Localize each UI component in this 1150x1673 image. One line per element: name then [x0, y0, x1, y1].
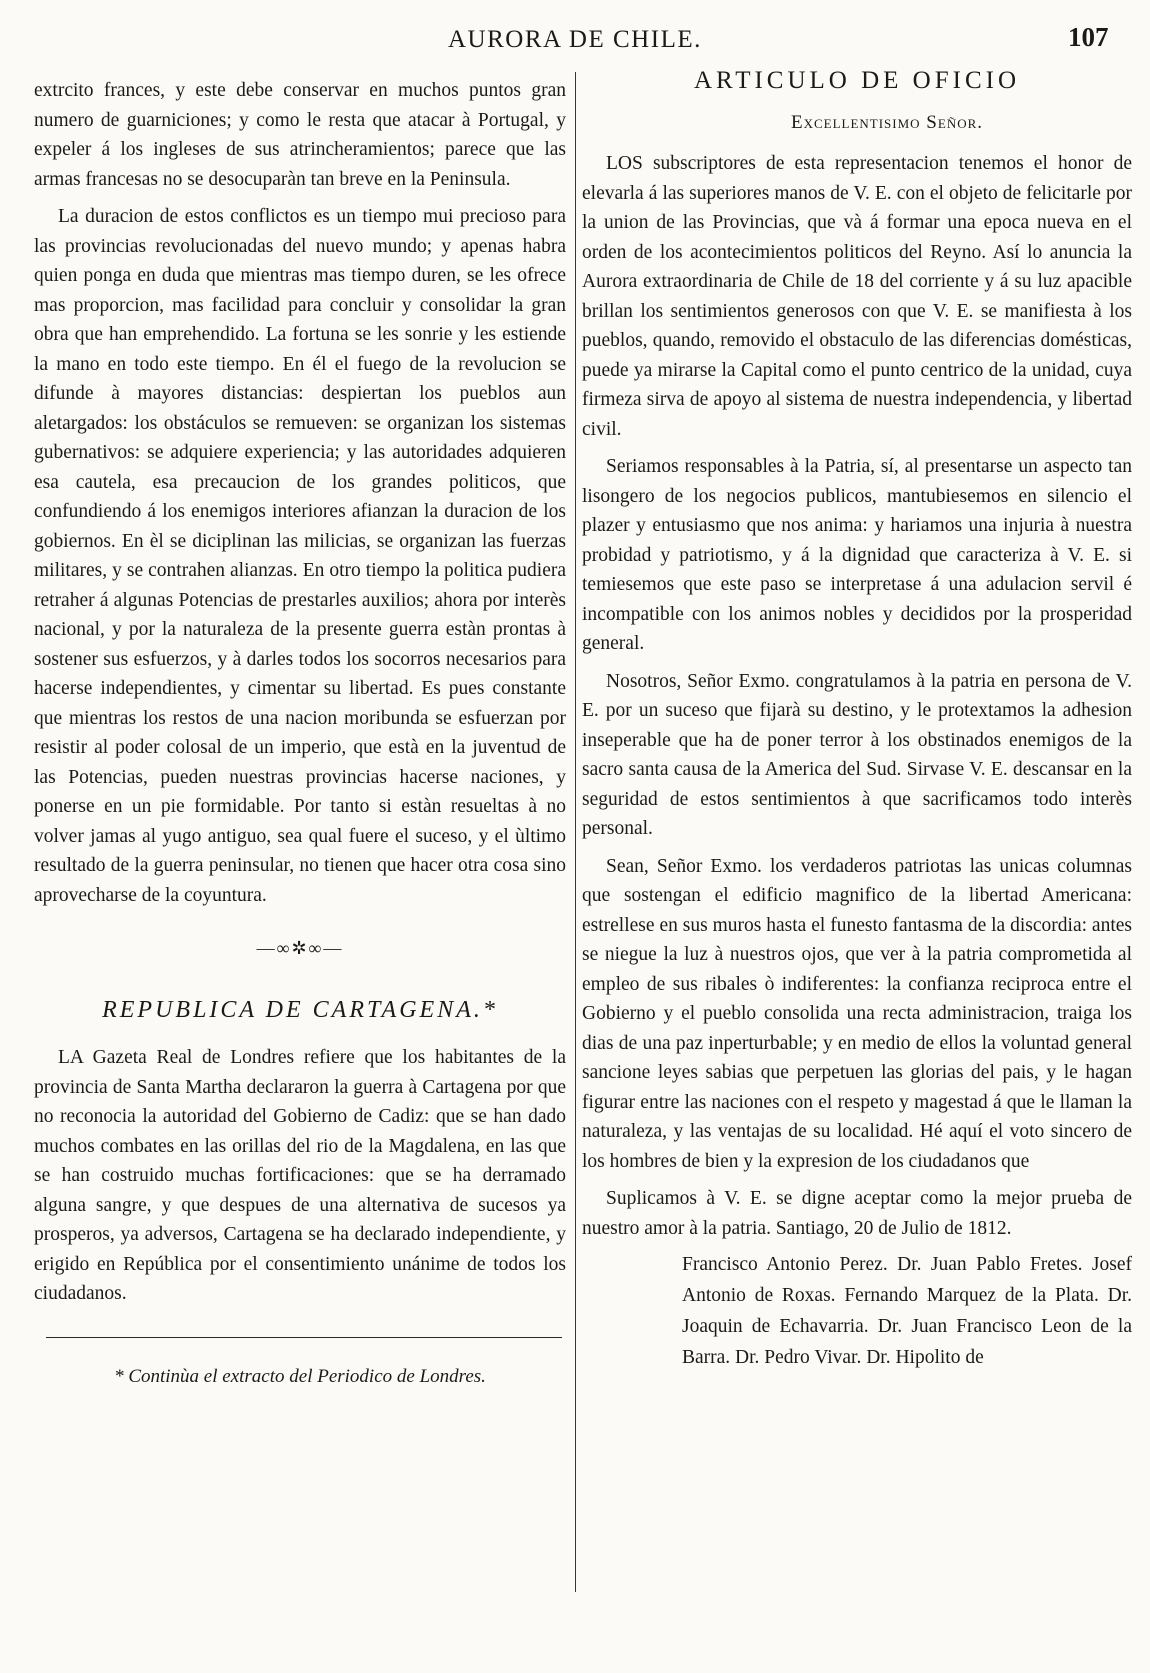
footnote-rule	[46, 1337, 562, 1338]
body-paragraph-4: Sean, Señor Exmo. los verdaderos patriotas las unicas columnas que sostengan el edificio magnifico de la libertad Americana: estrellese en sus muros hasta el funesto fantasma de la discordia: antes se niegue la luz à nuestros ojos, que ver à la patria comprometida al empleo de sus ribales ò indiferentes: la confianza reciproca entre el Gobierno y el pueblo consolida una recta administracion, traiga los dias de una paz inperturbable; y en medio de ellos la voluntad general sancione leyes sabias que perpetuen las glorias del pais, y le hagan figurar entre las naciones con el respeto y magestad á que le llaman la naturaleza, y las ventajas de su localidad. Hé aquí el voto sincero de los hombres de bien y la expresion de los ciudadanos que	[582, 855, 1132, 1172]
ornament-divider: —∞✲∞—	[256, 938, 344, 958]
newspaper-title: AURORA DE CHILE.	[448, 26, 702, 53]
cartagena-paragraph: LA Gazeta Real de Londres refiere que los habitantes de la provincia de Santa Martha declararon la guerra à Cartagena por que no reconocia la autoridad del Gobierno de Cadiz: que se han dado muchos combates en las orillas del rio de la Magdalena, en las que se han costruido muchas fortificaciones: que se ha derramado alguna sangre, y que despues de una alternativa de sucesos ya prosperos, ya adversos, Cartagena se ha declarado independiente, y erigido en República por el consentimiento unánime de todos los ciudadanos.	[34, 1047, 566, 1304]
page-header	[0, 22, 1150, 62]
page-number: 107	[1068, 22, 1109, 52]
column-divider	[575, 72, 576, 1592]
articulo-heading: ARTICULO DE OFICIO	[693, 67, 1021, 94]
right-column	[582, 66, 1132, 1666]
salutation: Excellentisimo Señor.	[790, 111, 984, 133]
continuation-paragraph: extrcito frances, y este debe conservar en muchos puntos gran numero de guarniciones; y como le resta que atacar à Portugal, y expeler á los ingleses de sus atrincheramientos; parece que las armas francesas no se desocuparàn tan breve en la Peninsula.	[34, 80, 566, 190]
body-paragraph-2: Seriamos responsables à la Patria, sí, al presentarse un aspecto tan lisongero de los negocios publicos, mantubiesemos en silencio el plazer y entusiasmo que nos anima: y hariamos una injuria à nuestra probidad y patriotismo, y á la dignidad que caracteriza à V. E. si temiesemos que este paso se interpretase á una adulacion servil é incompatible con los animos nobles y decididos por la prosperidad general.	[582, 456, 1132, 654]
body-paragraph-1: LOS subscriptores de esta representacion tenemos el honor de elevarla á las superiores manos de V. E. con el objeto de felicitarle por la union de las Provincias, que và á formar una epoca nueva en el orden de los acontecimientos politicos del Reyno. Así lo anuncia la Aurora extraordinaria de Chile de 18 del corriente y á su luz apacible brillan los sentimientos generosos con que V. E. se manifiesta à los pueblos, quando, removido el obstaculo de las diferencias domésticas, puede ya mirarse la Capital como el punto centrico de la unidad, cuya firmeza sirva de apoyo al sistema de nuestra independencia, y libertad civil.	[582, 153, 1132, 440]
duracion-paragraph: La duracion de estos conflictos es un tiempo mui precioso para las provincias revolucionadas del nuevo mundo; y apenas habra quien ponga en duda que mientras mas tiempo duren, se les ofrece mas proporcion, mas facilidad para concluir y consolidar la gran obra que han emprehendido. La fortuna se les sonrie y les estiende la mano en todo este tiempo. En él el fuego de la revolucion se difunde à mayores distancias: despiertan los pueblos aun aletargados: los obstáculos se remueven: se organizan los sistemas gubernativos: se adquiere experiencia; y las autoridades adquieren esa cautela, esa precaucion de los grandes politicos, que confundiendo á los enemigos interiores afianzan la duracion de los gobiernos. En èl se diciplinan las milicias, se organizan las fuerzas militares, y se contrahen alianzas. En otro tiempo la politica pudiera retraher á algunas Potencias de prestarles auxilios; ahora por interès nacional, y por la naturaleza de la presente guerra estàn prontas à sostener sus esfuerzos, y à darles todos los socorros necesarios para hacerse independientes, y cimentar su libertad. Es pues constante que mientras los restos de una nacion moribunda se esfuerzan por resistir al poder colosal de un imperio, que està en la juventud de las Potencias, pueden nuestras provincias hacerse naciones, y ponerse en un pie formidable. Por tanto si estàn resueltas à no volver jamas al yugo antiguo, sea qual fuere el suceso, y el ùltimo resultado de la guerra peninsular, no tienen que hacer otra cosa sino aprovecharse de la coyuntura.	[34, 206, 566, 906]
left-column	[34, 76, 566, 1666]
footnote: * Continùa el extracto del Periodico de Londres.	[114, 1365, 486, 1387]
body-paragraph-3: Nosotros, Señor Exmo. congratulamos à la patria en persona de V. E. por un suceso que fijarà su destino, y le protextamos la adhesion inseperable que ha de poner terror à los obstinados enemigos de la sacro santa causa de la America del Sud. Sirvase V. E. descansar en la seguridad de estos sentimientos à que sacrificamos todo interès personal.	[582, 670, 1132, 839]
signatories-list: Francisco Antonio Perez. Dr. Juan Pablo Fretes. Josef Antonio de Roxas. Fernando Marquez de la Plata. Dr. Joaquin de Echavarria. Dr. Juan Francisco Leon de la Barra. Dr. Pedro Vivar. Dr. Hipolito de	[682, 1254, 1132, 1368]
cartagena-heading: REPUBLICA DE CARTAGENA.*	[102, 996, 498, 1023]
body-paragraph-5: Suplicamos à V. E. se digne aceptar como la mejor prueba de nuestro amor à la patria. Santiago, 20 de Julio de 1812.	[582, 1188, 1132, 1239]
